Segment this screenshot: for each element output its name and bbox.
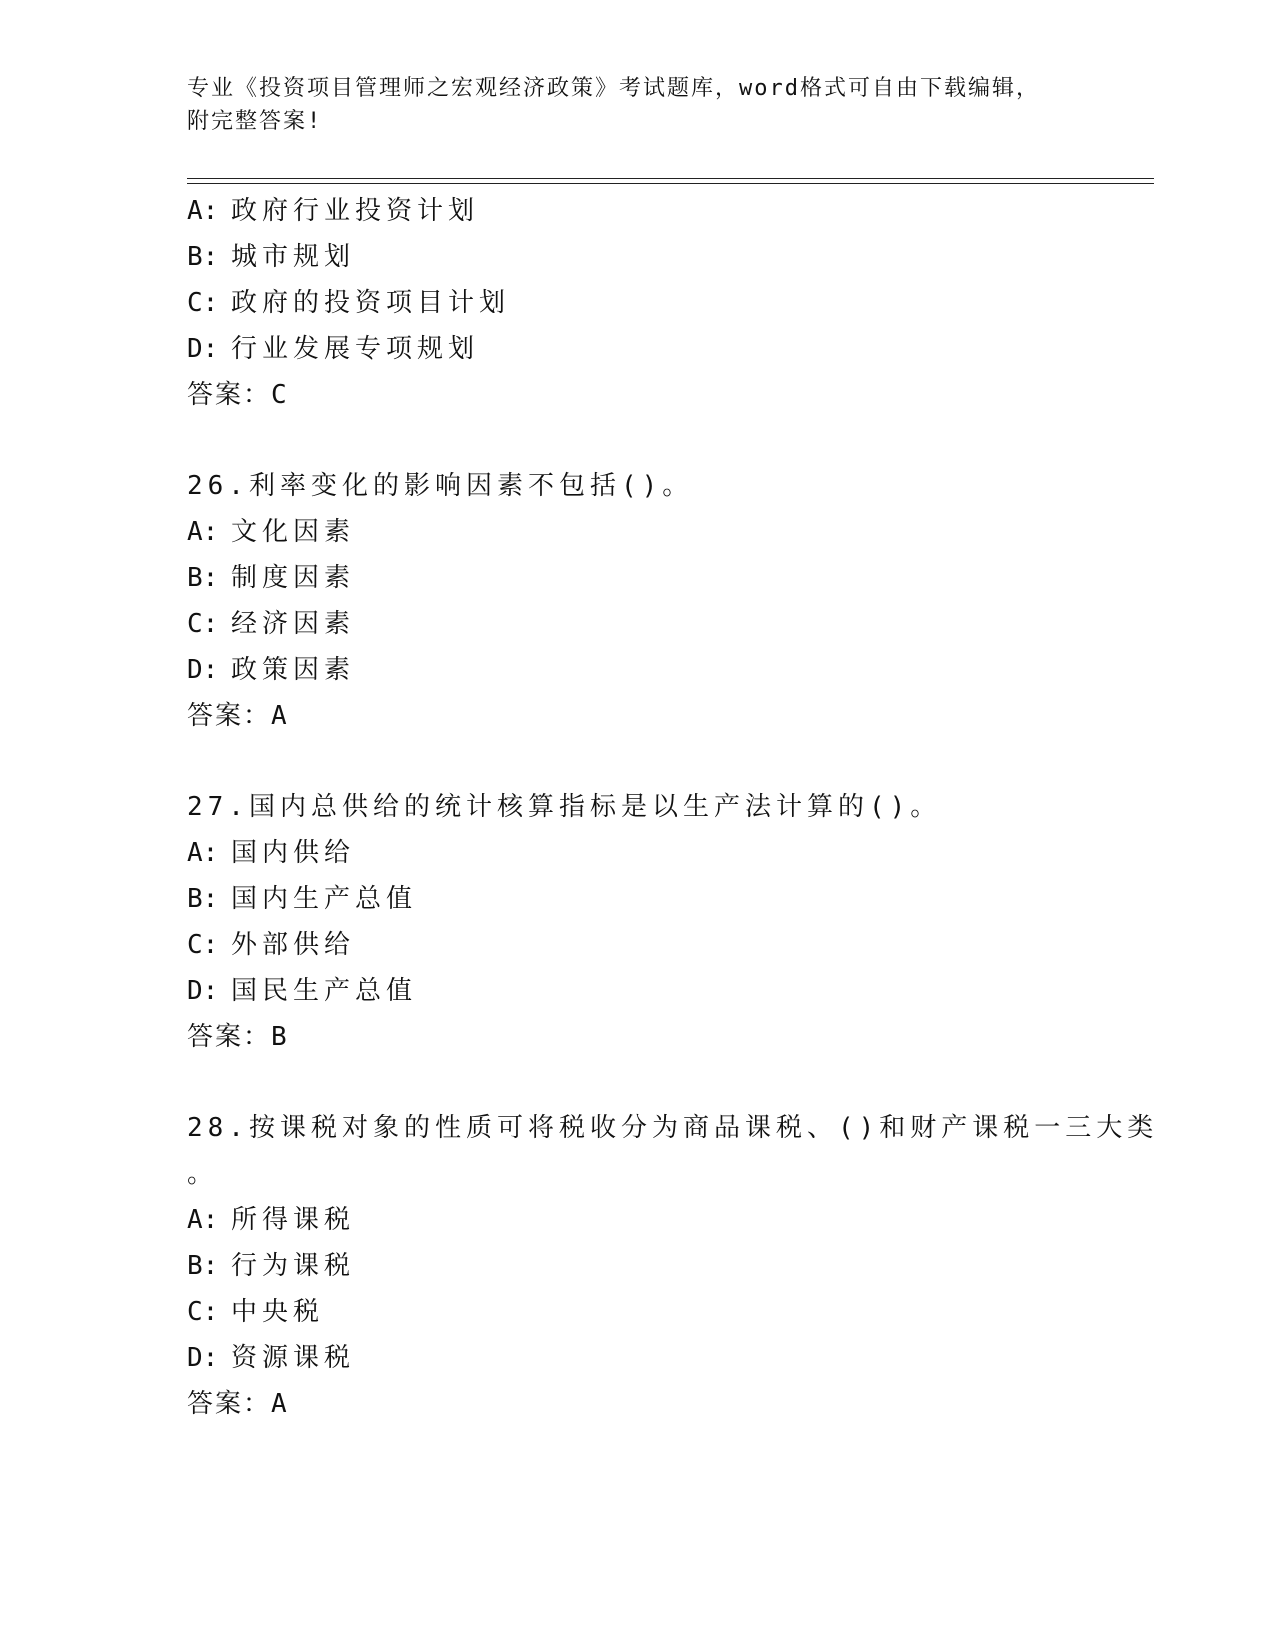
answer-line: 答案：A — [187, 1389, 289, 1419]
option-b — [187, 234, 1147, 280]
option-letter: C: — [187, 288, 219, 318]
option-text: 行为课税 — [231, 1251, 356, 1281]
option-a — [187, 830, 1147, 876]
option-text: 经济因素 — [231, 609, 356, 639]
option-text: 政策因素 — [231, 655, 356, 685]
option-c — [187, 1289, 1147, 1335]
option-letter: B: — [187, 1251, 219, 1281]
option-letter: D: — [187, 334, 219, 364]
header-divider-bottom — [187, 183, 1154, 184]
option-letter: D: — [187, 1343, 219, 1373]
option-a — [187, 1197, 1147, 1243]
option-text: 中央税 — [231, 1297, 325, 1327]
option-text: 国内生产总值 — [231, 884, 418, 914]
option-letter: D: — [187, 976, 219, 1006]
header-divider-top — [187, 178, 1154, 179]
option-letter: A: — [187, 517, 219, 547]
option-c — [187, 280, 1147, 326]
question-text: 27.国内总供给的统计核算指标是以生产法计算的()。 — [187, 792, 942, 822]
option-text: 行业发展专项规划 — [231, 334, 480, 364]
option-letter: C: — [187, 1297, 219, 1327]
option-text: 国民生产总值 — [231, 976, 418, 1006]
option-text: 资源课税 — [231, 1343, 356, 1373]
option-c — [187, 922, 1147, 968]
option-d — [187, 1335, 1147, 1381]
option-d — [187, 326, 1147, 372]
option-d — [187, 968, 1147, 1014]
option-text: 文化因素 — [231, 517, 356, 547]
option-letter: C: — [187, 930, 219, 960]
document-header — [187, 72, 1087, 138]
option-text: 政府的投资项目计划 — [231, 288, 511, 318]
spacer — [187, 418, 1147, 463]
header-line-1: 专业《投资项目管理师之宏观经济政策》考试题库，word格式可自由下载编辑， — [187, 76, 1040, 101]
option-text: 制度因素 — [231, 563, 356, 593]
option-text: 所得课税 — [231, 1205, 356, 1235]
question-block — [187, 188, 1147, 418]
option-text: 城市规划 — [231, 242, 356, 272]
option-letter: D: — [187, 655, 219, 685]
option-b — [187, 876, 1147, 922]
option-c — [187, 601, 1147, 647]
answer-line: 答案：C — [187, 380, 289, 410]
option-text: 政府行业投资计划 — [231, 196, 480, 226]
question-block — [187, 1105, 1159, 1427]
question-text-continuation: 。 — [187, 1159, 219, 1189]
option-letter: B: — [187, 563, 219, 593]
option-letter: A: — [187, 1205, 219, 1235]
option-text: 外部供给 — [231, 930, 356, 960]
spacer — [187, 739, 1147, 784]
option-d — [187, 647, 1147, 693]
question-text: 26.利率变化的影响因素不包括()。 — [187, 471, 694, 501]
option-letter: A: — [187, 196, 219, 226]
answer-line: 答案：A — [187, 701, 289, 731]
spacer — [187, 1060, 1147, 1105]
answer-line: 答案：B — [187, 1022, 289, 1052]
question-block — [187, 784, 1147, 1060]
option-b — [187, 555, 1147, 601]
option-a — [187, 509, 1147, 555]
option-letter: C: — [187, 609, 219, 639]
option-letter: A: — [187, 838, 219, 868]
option-letter: B: — [187, 242, 219, 272]
option-a — [187, 188, 1147, 234]
header-line-2: 附完整答案! — [187, 109, 323, 134]
question-list — [187, 188, 1159, 1427]
question-text: 28.按课税对象的性质可将税收分为商品课税、()和财产课税一三大类 — [187, 1113, 1159, 1143]
question-block — [187, 463, 1147, 739]
option-text: 国内供给 — [231, 838, 356, 868]
option-b — [187, 1243, 1147, 1289]
option-letter: B: — [187, 884, 219, 914]
